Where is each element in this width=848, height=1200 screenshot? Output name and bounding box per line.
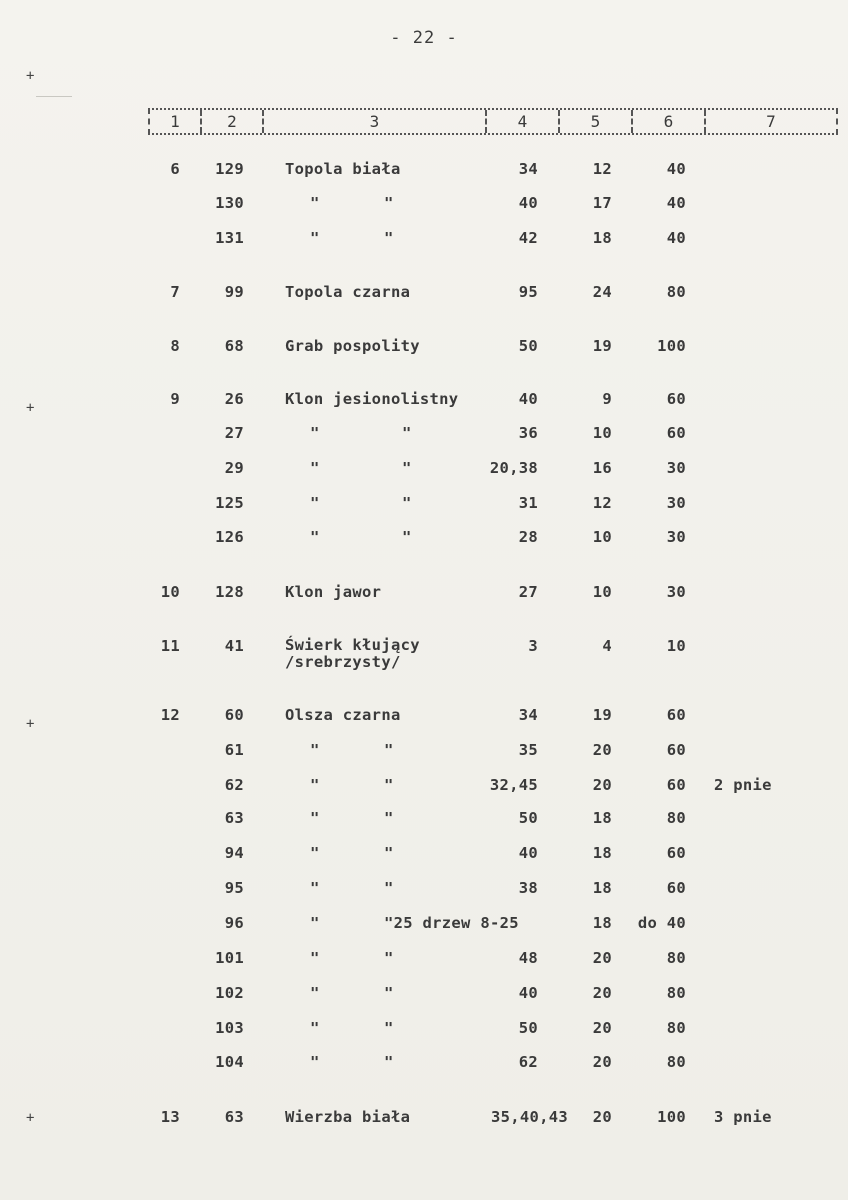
- cell-col4: 40: [518, 844, 538, 862]
- cell-col4: 50: [518, 337, 538, 355]
- cell-gatunek-line2: /srebrzysty/: [285, 653, 401, 671]
- header-cell: 2: [202, 110, 264, 133]
- cell-col6: 60: [666, 424, 686, 442]
- table-row: [0, 706, 848, 736]
- cell-nr: 68: [224, 337, 244, 355]
- cell-col6: 30: [666, 494, 686, 512]
- table-row: [0, 283, 848, 313]
- ditto-mark: ": [310, 1019, 320, 1037]
- cell-col4: 62: [518, 1053, 538, 1071]
- cell-col5: 10: [592, 424, 612, 442]
- table-row: [0, 583, 848, 613]
- cell-gatunek: Grab pospolity: [285, 337, 420, 355]
- cell-lp: 13: [160, 1108, 180, 1126]
- punch-mark: +: [26, 1110, 35, 1126]
- punch-mark: +: [26, 716, 35, 732]
- ditto-mark: ": [310, 459, 320, 477]
- cell-col5: 20: [592, 1053, 612, 1071]
- cell-nr: 131: [215, 229, 244, 247]
- cell-nr: 99: [224, 283, 244, 301]
- header-cell: 1: [150, 110, 202, 133]
- cell-col5: 10: [592, 528, 612, 546]
- cell-col5: 18: [592, 229, 612, 247]
- cell-gatunek: Wierzba biała: [285, 1108, 411, 1126]
- cell-gatunek: Topola czarna: [285, 283, 411, 301]
- cell-nr: 41: [224, 637, 244, 655]
- cell-lp: 10: [160, 583, 180, 601]
- cell-col6: 60: [666, 741, 686, 759]
- cell-nr: 125: [215, 494, 244, 512]
- ditto-mark: ": [310, 879, 320, 897]
- cell-col6: 60: [666, 706, 686, 724]
- cell-col4: 40: [518, 984, 538, 1002]
- cell-col6: 60: [666, 879, 686, 897]
- cell-col4: 3: [528, 637, 538, 655]
- header-cell: 4: [487, 110, 560, 133]
- cell-col5: 4: [602, 637, 612, 655]
- table-row: [0, 844, 848, 874]
- header-cell: 7: [766, 112, 776, 131]
- cell-lp: 12: [160, 706, 180, 724]
- ditto-mark: ": [310, 949, 320, 967]
- cell-col5: 18: [592, 809, 612, 827]
- ditto-mark: ": [402, 459, 412, 477]
- ditto-mark: ": [310, 229, 320, 247]
- cell-col4: 20,38: [489, 459, 538, 477]
- cell-col5: 12: [592, 160, 612, 178]
- cell-col6: 60: [666, 844, 686, 862]
- table-row: [0, 984, 848, 1014]
- cell-nr: 129: [215, 160, 244, 178]
- ditto-mark: ": [384, 1019, 394, 1037]
- cell-nr: 61: [224, 741, 244, 759]
- table-row: [0, 776, 848, 806]
- cell-nr: 63: [224, 1108, 244, 1126]
- ditto-mark: ": [310, 809, 320, 827]
- cell-col6: 60: [666, 390, 686, 408]
- cell-col4: 35: [518, 741, 538, 759]
- table-row: [0, 229, 848, 259]
- cell-col5: 10: [592, 583, 612, 601]
- cell-lp: 9: [170, 390, 180, 408]
- cell-col5: 20: [592, 949, 612, 967]
- table-row: [0, 160, 848, 190]
- table-row: [0, 1108, 848, 1138]
- cell-col5: 24: [592, 283, 612, 301]
- cell-col4: 35,40,43: [490, 1108, 568, 1126]
- ditto-mark: ": [384, 776, 394, 794]
- cell-col6: 30: [666, 583, 686, 601]
- cell-nr: 128: [215, 583, 244, 601]
- cell-col6: 80: [666, 949, 686, 967]
- table-row: [0, 337, 848, 367]
- cell-col6: 10: [666, 637, 686, 655]
- cell-col6: 80: [666, 984, 686, 1002]
- ditto-mark: "25 drzew 8-25: [384, 914, 519, 932]
- ditto-mark: ": [384, 949, 394, 967]
- cell-nr: 26: [224, 390, 244, 408]
- cell-lp: 7: [170, 283, 180, 301]
- ditto-mark: ": [384, 879, 394, 897]
- cell-gatunek: Klon jesionolistny: [285, 390, 459, 408]
- ditto-mark: ": [384, 229, 394, 247]
- cell-col4: 50: [518, 1019, 538, 1037]
- cell-col4: 40: [518, 194, 538, 212]
- cell-gatunek: Klon jawor: [285, 583, 382, 601]
- ditto-mark: ": [384, 844, 394, 862]
- header-cell: 5: [560, 110, 633, 133]
- table-row: [0, 1053, 848, 1083]
- cell-gatunek: Olsza czarna: [285, 706, 401, 724]
- punch-mark: +: [26, 68, 35, 84]
- cell-col5: 19: [592, 337, 612, 355]
- cell-gatunek: Topola biała: [285, 160, 401, 178]
- table-row: [0, 879, 848, 909]
- ditto-mark: ": [310, 776, 320, 794]
- cell-lp: 8: [170, 337, 180, 355]
- cell-nr: 102: [215, 984, 244, 1002]
- cell-uwagi: 2 pnie: [714, 776, 772, 794]
- cell-nr: 103: [215, 1019, 244, 1037]
- cell-col4: 38: [518, 879, 538, 897]
- ditto-mark: ": [384, 741, 394, 759]
- ditto-mark: ": [402, 528, 412, 546]
- table-row: [0, 741, 848, 771]
- table-row: [0, 390, 848, 420]
- cell-col6: 40: [666, 194, 686, 212]
- cell-col5: 20: [592, 1108, 612, 1126]
- header-cell: 3: [264, 110, 487, 133]
- table-row: [0, 494, 848, 524]
- cell-col6: 30: [666, 459, 686, 477]
- cell-uwagi: 3 pnie: [714, 1108, 772, 1126]
- cell-nr: 126: [215, 528, 244, 546]
- cell-nr: 60: [224, 706, 244, 724]
- cell-nr: 95: [224, 879, 244, 897]
- table-row: [0, 194, 848, 224]
- cell-col5: 18: [592, 914, 612, 932]
- cell-col5: 18: [592, 879, 612, 897]
- cell-col4: 34: [518, 160, 538, 178]
- page-number: - 22 -: [390, 28, 458, 48]
- cell-nr: 96: [224, 914, 244, 932]
- ditto-mark: ": [384, 809, 394, 827]
- cell-col6: 80: [666, 1019, 686, 1037]
- cell-col5: 20: [592, 776, 612, 794]
- cell-col6: 80: [666, 809, 686, 827]
- cell-col6: do 40: [637, 914, 686, 932]
- punch-mark: +: [26, 400, 35, 416]
- table-header: [148, 108, 838, 135]
- cell-lp: 11: [160, 637, 180, 655]
- cell-col4: 28: [518, 528, 538, 546]
- cell-col4: 31: [518, 494, 538, 512]
- cell-col4: 32,45: [489, 776, 538, 794]
- cell-nr: 63: [224, 809, 244, 827]
- ditto-mark: ": [310, 424, 320, 442]
- cell-col5: 9: [602, 390, 612, 408]
- cell-col5: 20: [592, 984, 612, 1002]
- cell-col5: 20: [592, 1019, 612, 1037]
- cell-col5: 20: [592, 741, 612, 759]
- ditto-mark: ": [402, 424, 412, 442]
- cell-col6: 100: [657, 337, 686, 355]
- cell-col4: 50: [518, 809, 538, 827]
- ditto-mark: ": [310, 528, 320, 546]
- cell-gatunek: Świerk kłujący: [285, 636, 420, 654]
- table-row: [0, 914, 848, 944]
- cell-nr: 29: [224, 459, 244, 477]
- cell-col5: 18: [592, 844, 612, 862]
- cell-col4: 40: [518, 390, 538, 408]
- ditto-mark: ": [310, 914, 320, 932]
- cell-col6: 80: [666, 1053, 686, 1071]
- table-row: [0, 637, 848, 677]
- cell-col6: 30: [666, 528, 686, 546]
- ditto-mark: ": [310, 1053, 320, 1071]
- ditto-mark: ": [310, 844, 320, 862]
- cell-col6: 40: [666, 160, 686, 178]
- cell-col6: 40: [666, 229, 686, 247]
- ditto-mark: ": [310, 741, 320, 759]
- cell-col5: 12: [592, 494, 612, 512]
- cell-col5: 17: [592, 194, 612, 212]
- header-cell: 6: [633, 110, 706, 133]
- cell-col4: 27: [518, 583, 538, 601]
- cell-nr: 27: [224, 424, 244, 442]
- table-row: [0, 424, 848, 454]
- cell-nr: 62: [224, 776, 244, 794]
- ditto-mark: ": [384, 1053, 394, 1071]
- table-row: [0, 949, 848, 979]
- cell-nr: 130: [215, 194, 244, 212]
- cell-nr: 94: [224, 844, 244, 862]
- cell-nr: 101: [215, 949, 244, 967]
- cell-col6: 100: [657, 1108, 686, 1126]
- ditto-mark: ": [310, 494, 320, 512]
- ditto-mark: ": [310, 194, 320, 212]
- table-row: [0, 528, 848, 558]
- ditto-mark: ": [384, 984, 394, 1002]
- cell-col4: 34: [518, 706, 538, 724]
- table-row: [0, 459, 848, 489]
- ditto-mark: ": [402, 494, 412, 512]
- cell-col5: 19: [592, 706, 612, 724]
- cell-col4: 48: [518, 949, 538, 967]
- cell-col4: 42: [518, 229, 538, 247]
- cell-col5: 16: [592, 459, 612, 477]
- stray-mark: [36, 96, 72, 97]
- ditto-mark: ": [384, 194, 394, 212]
- ditto-mark: ": [310, 984, 320, 1002]
- cell-col4: 95: [518, 283, 538, 301]
- cell-col6: 80: [666, 283, 686, 301]
- cell-col6: 60: [666, 776, 686, 794]
- table-row: [0, 809, 848, 839]
- cell-lp: 6: [170, 160, 180, 178]
- cell-nr: 104: [215, 1053, 244, 1071]
- table-row: [0, 1019, 848, 1049]
- cell-col4: 36: [518, 424, 538, 442]
